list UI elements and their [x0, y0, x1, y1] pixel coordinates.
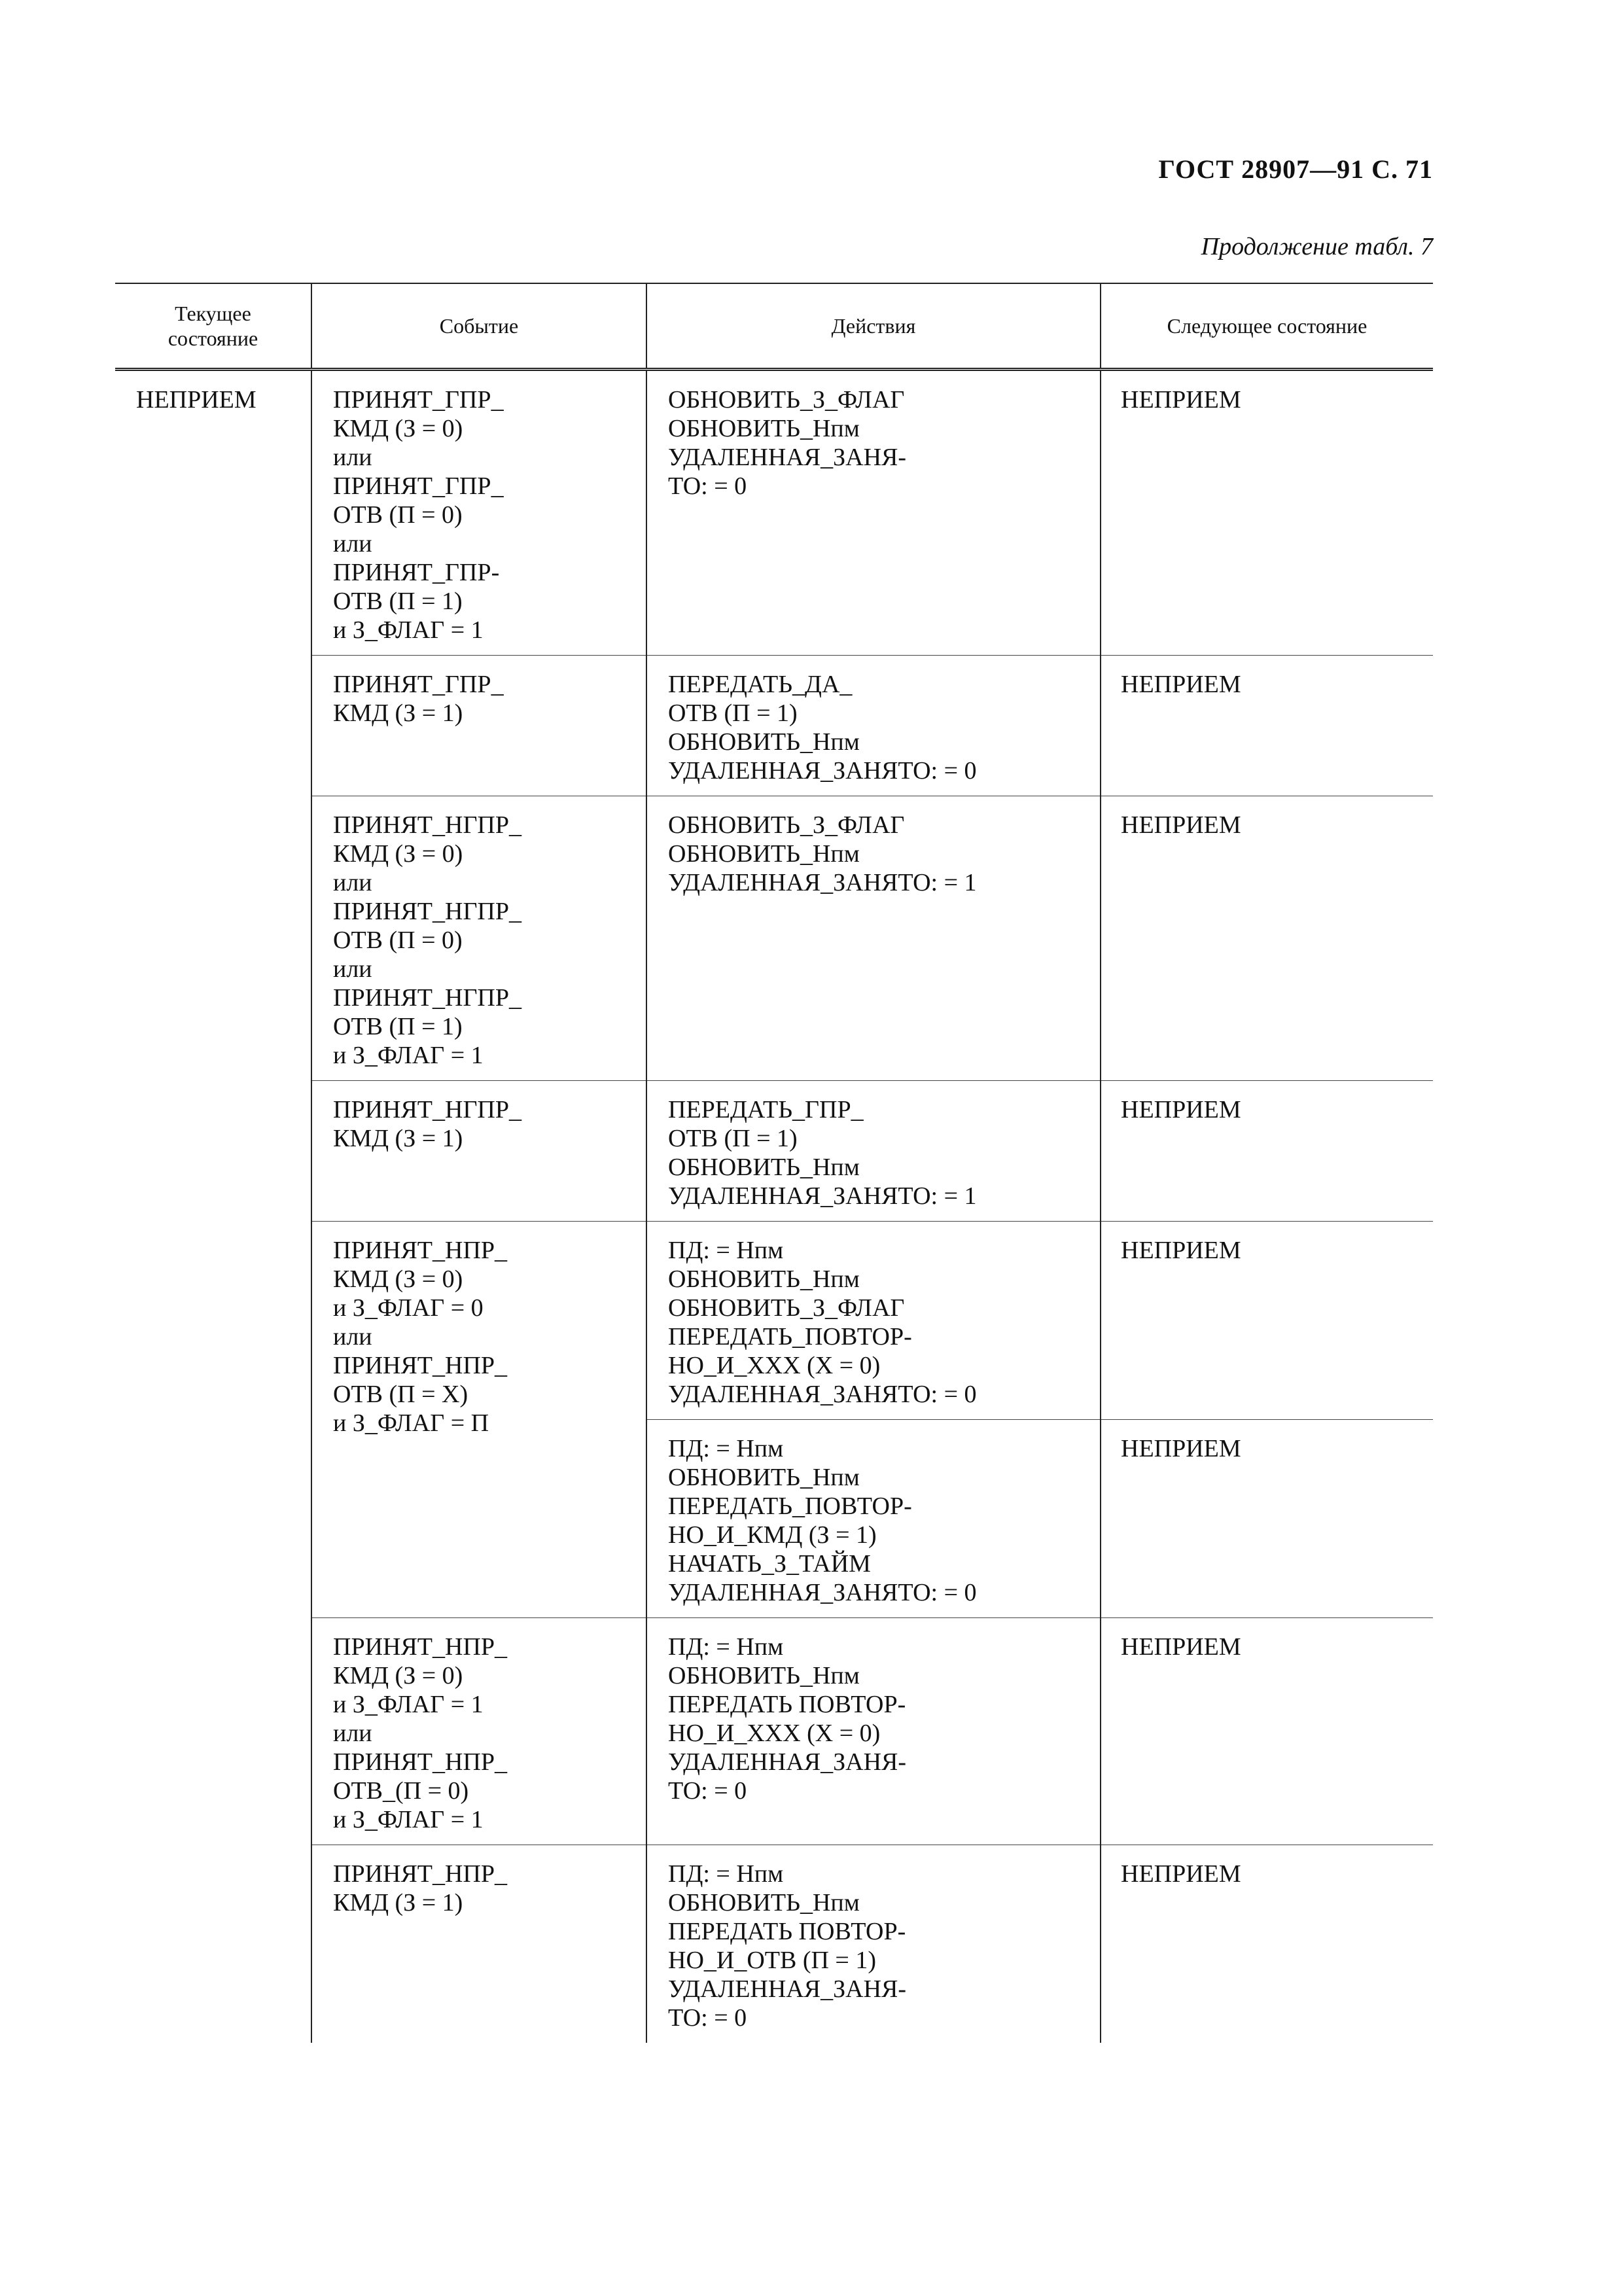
action-cell: ПД: = Нпм ОБНОВИТЬ_Нпм ПЕРЕДАТЬ ПОВТОР- НО_И_ХХХ (X = 0) УДАЛЕННАЯ_ЗАНЯ- ТО: = 0: [646, 1618, 1101, 1845]
column-header-current-state: Текущее состояние: [115, 283, 311, 370]
table-row: [115, 1845, 1433, 2043]
table-continuation-note: Продолжение табл. 7: [1201, 233, 1433, 260]
page-header-title: ГОСТ 28907—91 С. 71: [1158, 154, 1433, 184]
event-cell: ПРИНЯТ_ГПР_ КМД (З = 0) или ПРИНЯТ_ГПР_ ОТВ (П = 0) или ПРИНЯТ_ГПР- ОТВ (П = 1) и З_ФЛАГ = 1: [311, 370, 646, 656]
action-cell: ПЕРЕДАТЬ_ДА_ ОТВ (П = 1) ОБНОВИТЬ_Нпм УДАЛЕННАЯ_ЗАНЯТО: = 0: [646, 656, 1101, 796]
next-state-cell: НЕПРИЕМ: [1101, 656, 1433, 796]
event-cell: ПРИНЯТ_ГПР_ КМД (З = 1): [311, 656, 646, 796]
table-row: [115, 1618, 1433, 1845]
next-state-cell: НЕПРИЕМ: [1101, 1845, 1433, 2043]
action-cell: ОБНОВИТЬ_З_ФЛАГ ОБНОВИТЬ_Нпм УДАЛЕННАЯ_ЗАНЯТО: = 1: [646, 796, 1101, 1081]
event-cell: ПРИНЯТ_НПР_ КМД (З = 1): [311, 1845, 646, 2043]
next-state-cell: НЕПРИЕМ: [1101, 1081, 1433, 1222]
next-state-cell: НЕПРИЕМ: [1101, 796, 1433, 1081]
action-cell: ОБНОВИТЬ_З_ФЛАГ ОБНОВИТЬ_Нпм УДАЛЕННАЯ_ЗАНЯ- ТО: = 0: [646, 370, 1101, 656]
next-state-cell: НЕПРИЕМ: [1101, 370, 1433, 656]
next-state-cell: НЕПРИЕМ: [1101, 1222, 1433, 1420]
table-row: [115, 796, 1433, 1081]
event-cell: ПРИНЯТ_НПР_ КМД (З = 0) и З_ФЛАГ = 1 или ПРИНЯТ_НПР_ ОТВ_(П = 0) и З_ФЛАГ = 1: [311, 1618, 646, 1845]
table-row: [115, 1222, 1433, 1420]
column-header-event: Событие: [311, 283, 646, 370]
next-state-cell: НЕПРИЕМ: [1101, 1618, 1433, 1845]
next-state-cell: НЕПРИЕМ: [1101, 1420, 1433, 1618]
column-header-next-state: Следующее состояние: [1101, 283, 1433, 370]
action-cell: ПД: = Нпм ОБНОВИТЬ_Нпм ОБНОВИТЬ_З_ФЛАГ ПЕРЕДАТЬ_ПОВТОР- НО_И_ХХХ (X = 0) УДАЛЕННАЯ_ЗАНЯТО: = 0: [646, 1222, 1101, 1420]
event-cell: ПРИНЯТ_НПР_ КМД (З = 0) и З_ФЛАГ = 0 или ПРИНЯТ_НПР_ ОТВ (П = X) и З_ФЛАГ = П: [311, 1222, 646, 1618]
action-cell: ПД: = Нпм ОБНОВИТЬ_Нпм ПЕРЕДАТЬ ПОВТОР- НО_И_ОТВ (П = 1) УДАЛЕННАЯ_ЗАНЯ- ТО: = 0: [646, 1845, 1101, 2043]
table-row: [115, 370, 1433, 656]
table-header-row: [115, 283, 1433, 370]
current-state-cell: НЕПРИЕМ: [136, 386, 256, 414]
action-cell: ПД: = Нпм ОБНОВИТЬ_Нпм ПЕРЕДАТЬ_ПОВТОР- НО_И_КМД (З = 1) НАЧАТЬ_З_ТАЙМ УДАЛЕННАЯ_ЗАНЯТО: = 0: [646, 1420, 1101, 1618]
event-cell: ПРИНЯТ_НГПР_ КМД (З = 1): [311, 1081, 646, 1222]
action-cell: ПЕРЕДАТЬ_ГПР_ ОТВ (П = 1) ОБНОВИТЬ_Нпм УДАЛЕННАЯ_ЗАНЯТО: = 1: [646, 1081, 1101, 1222]
table-row: [115, 656, 1433, 796]
state-transition-table: [115, 283, 1433, 2043]
table-row: [115, 1081, 1433, 1222]
event-cell: ПРИНЯТ_НГПР_ КМД (З = 0) или ПРИНЯТ_НГПР_ ОТВ (П = 0) или ПРИНЯТ_НГПР_ ОТВ (П = 1) и З_ФЛАГ = 1: [311, 796, 646, 1081]
column-header-actions: Действия: [646, 283, 1101, 370]
